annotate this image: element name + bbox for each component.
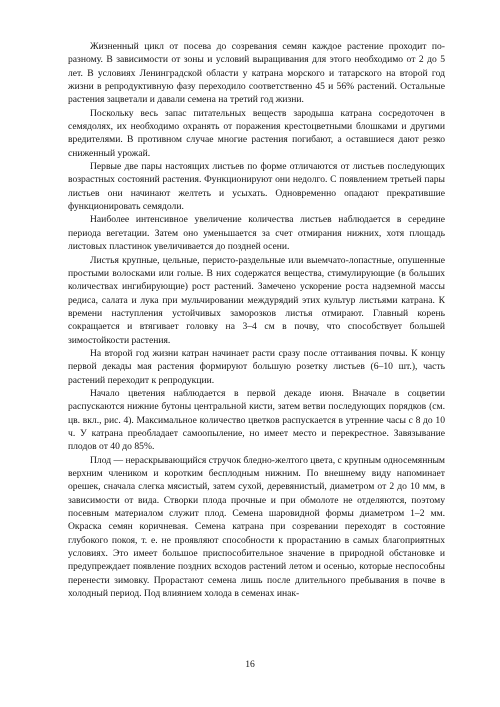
paragraph-leaf-description: Листья крупные, цельные, перисто-раздельные или выемчато-лопастные, опушенные простыми волосками или голые. В них содержатся вещества, стимулирующие (в больших количествах ингибирующие) рост растений. Замечено ускорение роста надземной массы редиса, салата и лука при мульчировании междурядий этих культур листьями катрана. К времени наступления устойчивых заморозков листья отмирают. Главный корень сокращается и втягивает головку на 3–4 см в почву, что способствует большей зимостойкости растения. xyxy=(68,254,445,346)
paragraph-fruit: Плод — нераскрывающийся стручок бледно-желтого цвета, с крупным односемянным верхним члеником и коротким бесплодным нижним. По внешнему виду напоминает орешек, сначала слегка мясистый, затем сухой, деревянистый, диаметром от 2 до 10 мм, в зависимости от вида. Створки плода прочные и при обмолоте не отделяются, поэтому посевным материалом служит плод. Семена шаровидной формы диаметром 1–2 мм. Окраска семян коричневая. Семена катрана при созревании переходят в состояние глубокого покоя, т. е. не проявляют способности к прорастанию в самых благоприятных условиях. Это имеет большое приспособительное значение в природной обстановке и предупреждает появление поздних всходов растений летом и осенью, которые неспособны перенести зимовку. Прорастают семена лишь после длительного пребывания в почве в холодный период. Под влиянием холода в семенах инак- xyxy=(68,454,445,600)
paragraph-leaf-increase: Наиболее интенсивное увеличение количества листьев наблюдается в середине периода вегетации. Затем оно уменьшается за счет отмирания нижних, хотя площадь листовых пластинок увеличивается до поздней осени. xyxy=(68,214,445,253)
page-number: 16 xyxy=(245,659,255,670)
paragraph-cotyledons: Поскольку весь запас питательных веществ зародыша катрана сосредоточен в семядолях, их необходимо охранять от поражения крестоцветными блошками и другими вредителями. В противном случае многие растения погибают, а оставшиеся дают резко сниженный урожай. xyxy=(68,107,445,159)
body-text xyxy=(68,40,445,600)
paragraph-flowering: Начало цветения наблюдается в первой декаде июня. Вначале в соцветии распускаются нижние бутоны центральной кисти, затем ветви последующих порядков (см. цв. вкл., рис. 4). Максимальное количество цветков распускается в утренние часы с 8 до 10 ч. У катрана преобладает самоопыление, но имеет место и перекрестное. Завязывание плодов от 40 до 85%. xyxy=(68,387,445,453)
paragraph-second-year: На второй год жизни катран начинает расти сразу после оттаивания почвы. К концу первой декады мая растения формируют большую розетку листьев (6–10 шт.), часть растений переходит к репродукции. xyxy=(68,347,445,386)
paragraph-life-cycle: Жизненный цикл от посева до созревания семян каждое растение проходит по-разному. В зависимости от зоны и условий выращивания для этого необходимо от 2 до 5 лет. В условиях Ленинградской области у катрана морского и татарского на второй год жизни в репродуктивную фазу переходило соответственно 45 и 56% растений. Остальные растения зацветали и давали семена на третий год жизни. xyxy=(68,41,445,106)
paragraph-first-leaves: Первые две пары настоящих листьев по форме отличаются от листьев последующих возрастных состояний растения. Функционируют они недолго. С появлением третьей пары листьев они начинают желтеть и усыхать. Одновременно опадают прекратившие функционировать семядоли. xyxy=(68,161,445,213)
